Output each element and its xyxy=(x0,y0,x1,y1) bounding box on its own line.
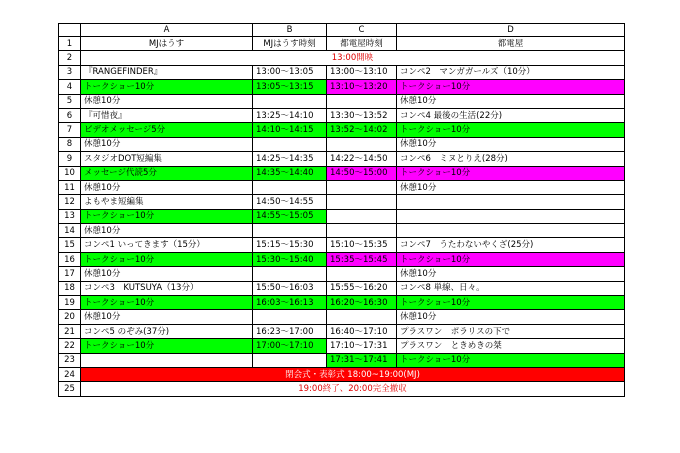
table-row xyxy=(59,339,625,353)
row-number[interactable]: 20 xyxy=(59,310,81,324)
cell-mjhouse-program[interactable]: 『RANGEFINDER』 xyxy=(81,65,253,79)
row-number[interactable]: 3 xyxy=(59,65,81,79)
cell-mjhouse-program[interactable]: 休憩10分 xyxy=(81,310,253,324)
cell-mjhouse-program[interactable]: トークショー10分 xyxy=(81,339,253,353)
table-row xyxy=(59,367,625,381)
cell-toden-program[interactable]: コンペ2 マンガガールズ（10分） xyxy=(397,65,625,79)
row-number[interactable]: 9 xyxy=(59,152,81,166)
row-number[interactable]: 21 xyxy=(59,324,81,338)
cell-toden-program[interactable] xyxy=(397,195,625,209)
table-row xyxy=(59,108,625,122)
table-row xyxy=(59,310,625,324)
cell-mjhouse-time[interactable] xyxy=(253,224,327,238)
table-row xyxy=(59,324,625,338)
cell-mjhouse-time[interactable] xyxy=(253,180,327,194)
row-number[interactable]: 10 xyxy=(59,166,81,180)
cell-mjhouse-time[interactable]: 14:35～14:40 xyxy=(253,166,327,180)
cell-mjhouse-time[interactable]: 13:05～13:15 xyxy=(253,80,327,94)
cell-toden-program[interactable]: コンペ7 うたわないやくざ(25分) xyxy=(397,238,625,252)
table-row xyxy=(59,281,625,295)
row-number[interactable]: 1 xyxy=(59,37,81,51)
table-row xyxy=(59,65,625,79)
cell-toden-time[interactable] xyxy=(327,195,397,209)
cell-toden-time[interactable] xyxy=(327,94,397,108)
cell-mjhouse-program[interactable]: 『可惜夜』 xyxy=(81,108,253,122)
schedule-spreadsheet xyxy=(58,23,625,397)
cell-mjhouse-program[interactable]: トークショー10分 xyxy=(81,80,253,94)
row-number[interactable]: 19 xyxy=(59,296,81,310)
cell-toden-time[interactable]: 13:00～13:10 xyxy=(327,65,397,79)
cell-toden-program[interactable]: トークショー10分 xyxy=(397,123,625,137)
cell-mjhouse-program[interactable]: 休憩10分 xyxy=(81,224,253,238)
table-row xyxy=(59,180,625,194)
cell-toden-program[interactable]: コンペ4 最後の生活(22分) xyxy=(397,108,625,122)
cell-mjhouse-time[interactable]: 14:55～15:05 xyxy=(253,209,327,223)
cell-mjhouse-program[interactable]: ビデオメッセージ5分 xyxy=(81,123,253,137)
cell-toden-time[interactable]: 13:52～14:02 xyxy=(327,123,397,137)
cell-mjhouse-program[interactable]: メッセージ代読5分 xyxy=(81,166,253,180)
column-header-c[interactable]: C xyxy=(327,24,397,37)
cell-toden-time[interactable] xyxy=(327,209,397,223)
opening-time-cell[interactable]: 13:00開映 xyxy=(81,51,625,65)
cell-mjhouse-time[interactable]: 16:23～17:00 xyxy=(253,324,327,338)
cell-mjhouse-time[interactable]: 14:10～14:15 xyxy=(253,123,327,137)
cell-toden-time[interactable] xyxy=(327,310,397,324)
cell-toden-program[interactable]: トークショー10分 xyxy=(397,166,625,180)
cell-toden-time[interactable]: 13:30～13:52 xyxy=(327,108,397,122)
column-header-b[interactable]: B xyxy=(253,24,327,37)
row-number[interactable]: 24 xyxy=(59,367,81,381)
cell-toden-program[interactable]: 休憩10分 xyxy=(397,180,625,194)
header-cell-mjhouse-time[interactable]: MJはうす時刻 xyxy=(253,37,327,51)
cell-toden-time[interactable]: 16:20～16:30 xyxy=(327,296,397,310)
cell-toden-time[interactable]: 14:22～14:50 xyxy=(327,152,397,166)
row-number[interactable]: 22 xyxy=(59,339,81,353)
table-row xyxy=(59,80,625,94)
column-header-d[interactable]: D xyxy=(397,24,625,37)
cell-mjhouse-time[interactable]: 15:30～15:40 xyxy=(253,252,327,266)
cell-mjhouse-time[interactable]: 14:50～14:55 xyxy=(253,195,327,209)
cell-mjhouse-program[interactable]: 休憩10分 xyxy=(81,137,253,151)
table-row xyxy=(59,252,625,266)
row-number[interactable]: 6 xyxy=(59,108,81,122)
cell-toden-time[interactable]: 17:31～17:41 xyxy=(327,353,397,367)
cell-mjhouse-time[interactable] xyxy=(253,353,327,367)
cell-mjhouse-program[interactable] xyxy=(81,353,253,367)
cell-mjhouse-time[interactable]: 14:25～14:35 xyxy=(253,152,327,166)
row-number[interactable]: 11 xyxy=(59,180,81,194)
row-number[interactable]: 25 xyxy=(59,382,81,396)
cell-toden-time[interactable]: 15:10～15:35 xyxy=(327,238,397,252)
header-cell-toden[interactable]: 都電屋 xyxy=(397,37,625,51)
cell-toden-time[interactable]: 15:55～16:20 xyxy=(327,281,397,295)
corner-cell[interactable] xyxy=(59,24,81,37)
cell-toden-time[interactable]: 15:35～15:45 xyxy=(327,252,397,266)
cell-mjhouse-program[interactable]: 休憩10分 xyxy=(81,267,253,281)
closing-time-cell[interactable]: 19:00終了、20:00完全撤収 xyxy=(81,382,625,396)
cell-toden-program[interactable] xyxy=(397,209,625,223)
cell-toden-time[interactable]: 17:10～17:31 xyxy=(327,339,397,353)
cell-mjhouse-program[interactable]: スタジオDOT短編集 xyxy=(81,152,253,166)
row-number[interactable]: 4 xyxy=(59,80,81,94)
cell-toden-program[interactable]: 休憩10分 xyxy=(397,137,625,151)
table-row xyxy=(59,37,625,51)
row-number[interactable]: 14 xyxy=(59,224,81,238)
cell-mjhouse-time[interactable]: 15:15～15:30 xyxy=(253,238,327,252)
cell-toden-program[interactable]: プラスワン ときめきの桀 xyxy=(397,339,625,353)
table-row xyxy=(59,238,625,252)
cell-toden-program[interactable]: コンペ6 ミヌとりえ(28分) xyxy=(397,152,625,166)
cell-mjhouse-program[interactable]: トークショー10分 xyxy=(81,209,253,223)
row-number[interactable]: 7 xyxy=(59,123,81,137)
column-header-a[interactable]: A xyxy=(81,24,253,37)
row-number[interactable]: 18 xyxy=(59,281,81,295)
cell-mjhouse-program[interactable]: 休憩10分 xyxy=(81,94,253,108)
cell-toden-time[interactable]: 16:40～17:10 xyxy=(327,324,397,338)
cell-toden-program[interactable]: トークショー10分 xyxy=(397,80,625,94)
row-number[interactable]: 8 xyxy=(59,137,81,151)
table-row xyxy=(59,353,625,367)
cell-toden-program[interactable]: トークショー10分 xyxy=(397,252,625,266)
row-number[interactable]: 17 xyxy=(59,267,81,281)
cell-toden-program[interactable]: トークショー10分 xyxy=(397,296,625,310)
row-number[interactable]: 16 xyxy=(59,252,81,266)
cell-mjhouse-program[interactable]: 休憩10分 xyxy=(81,180,253,194)
table-row xyxy=(59,382,625,396)
cell-toden-time[interactable]: 14:50～15:00 xyxy=(327,166,397,180)
table-row xyxy=(59,51,625,65)
cell-mjhouse-time[interactable] xyxy=(253,94,327,108)
table-row xyxy=(59,296,625,310)
row-number[interactable]: 5 xyxy=(59,94,81,108)
row-number[interactable]: 12 xyxy=(59,195,81,209)
table-row xyxy=(59,209,625,223)
table-row xyxy=(59,137,625,151)
row-number[interactable]: 15 xyxy=(59,238,81,252)
cell-mjhouse-time[interactable]: 13:00～13:05 xyxy=(253,65,327,79)
header-cell-toden-time[interactable]: 都電屋時刻 xyxy=(327,37,397,51)
closing-ceremony-cell[interactable]: 閉会式・表彰式 18:00~19:00(MJ) xyxy=(81,367,625,381)
cell-toden-time[interactable] xyxy=(327,137,397,151)
cell-mjhouse-program[interactable]: コンペ5 のぞみ(37分) xyxy=(81,324,253,338)
table-row xyxy=(59,94,625,108)
cell-mjhouse-program[interactable]: トークショー10分 xyxy=(81,252,253,266)
cell-toden-time[interactable]: 13:10～13:20 xyxy=(327,80,397,94)
cell-mjhouse-program[interactable]: コンペ1 いってきます（15分） xyxy=(81,238,253,252)
column-header-row xyxy=(59,24,625,37)
cell-toden-program[interactable]: プラスワン ポラリスの下で xyxy=(397,324,625,338)
table-row xyxy=(59,123,625,137)
cell-mjhouse-time[interactable] xyxy=(253,137,327,151)
row-number[interactable]: 2 xyxy=(59,51,81,65)
table-row xyxy=(59,166,625,180)
cell-toden-program[interactable]: トークショー10分 xyxy=(397,353,625,367)
cell-mjhouse-time[interactable]: 17:00～17:10 xyxy=(253,339,327,353)
cell-mjhouse-time[interactable]: 13:25～14:10 xyxy=(253,108,327,122)
cell-mjhouse-time[interactable]: 15:50～16:03 xyxy=(253,281,327,295)
cell-toden-time[interactable] xyxy=(327,267,397,281)
cell-toden-program[interactable] xyxy=(397,224,625,238)
cell-toden-program[interactable]: 休憩10分 xyxy=(397,310,625,324)
cell-mjhouse-program[interactable]: コンペ3 KUTSUYA（13分） xyxy=(81,281,253,295)
cell-toden-program[interactable]: 休憩10分 xyxy=(397,267,625,281)
table-row xyxy=(59,195,625,209)
cell-mjhouse-program[interactable]: よもやま短編集 xyxy=(81,195,253,209)
table-row xyxy=(59,224,625,238)
table-row xyxy=(59,267,625,281)
row-number[interactable]: 13 xyxy=(59,209,81,223)
cell-toden-time[interactable] xyxy=(327,224,397,238)
cell-mjhouse-program[interactable]: トークショー10分 xyxy=(81,296,253,310)
header-cell-mjhouse[interactable]: MJはうす xyxy=(81,37,253,51)
cell-mjhouse-time[interactable] xyxy=(253,310,327,324)
table-row xyxy=(59,152,625,166)
cell-toden-program[interactable]: コンペ8 単線、日々。 xyxy=(397,281,625,295)
cell-mjhouse-time[interactable] xyxy=(253,267,327,281)
row-number[interactable]: 23 xyxy=(59,353,81,367)
cell-toden-time[interactable] xyxy=(327,180,397,194)
cell-mjhouse-time[interactable]: 16:03～16:13 xyxy=(253,296,327,310)
cell-toden-program[interactable]: 休憩10分 xyxy=(397,94,625,108)
